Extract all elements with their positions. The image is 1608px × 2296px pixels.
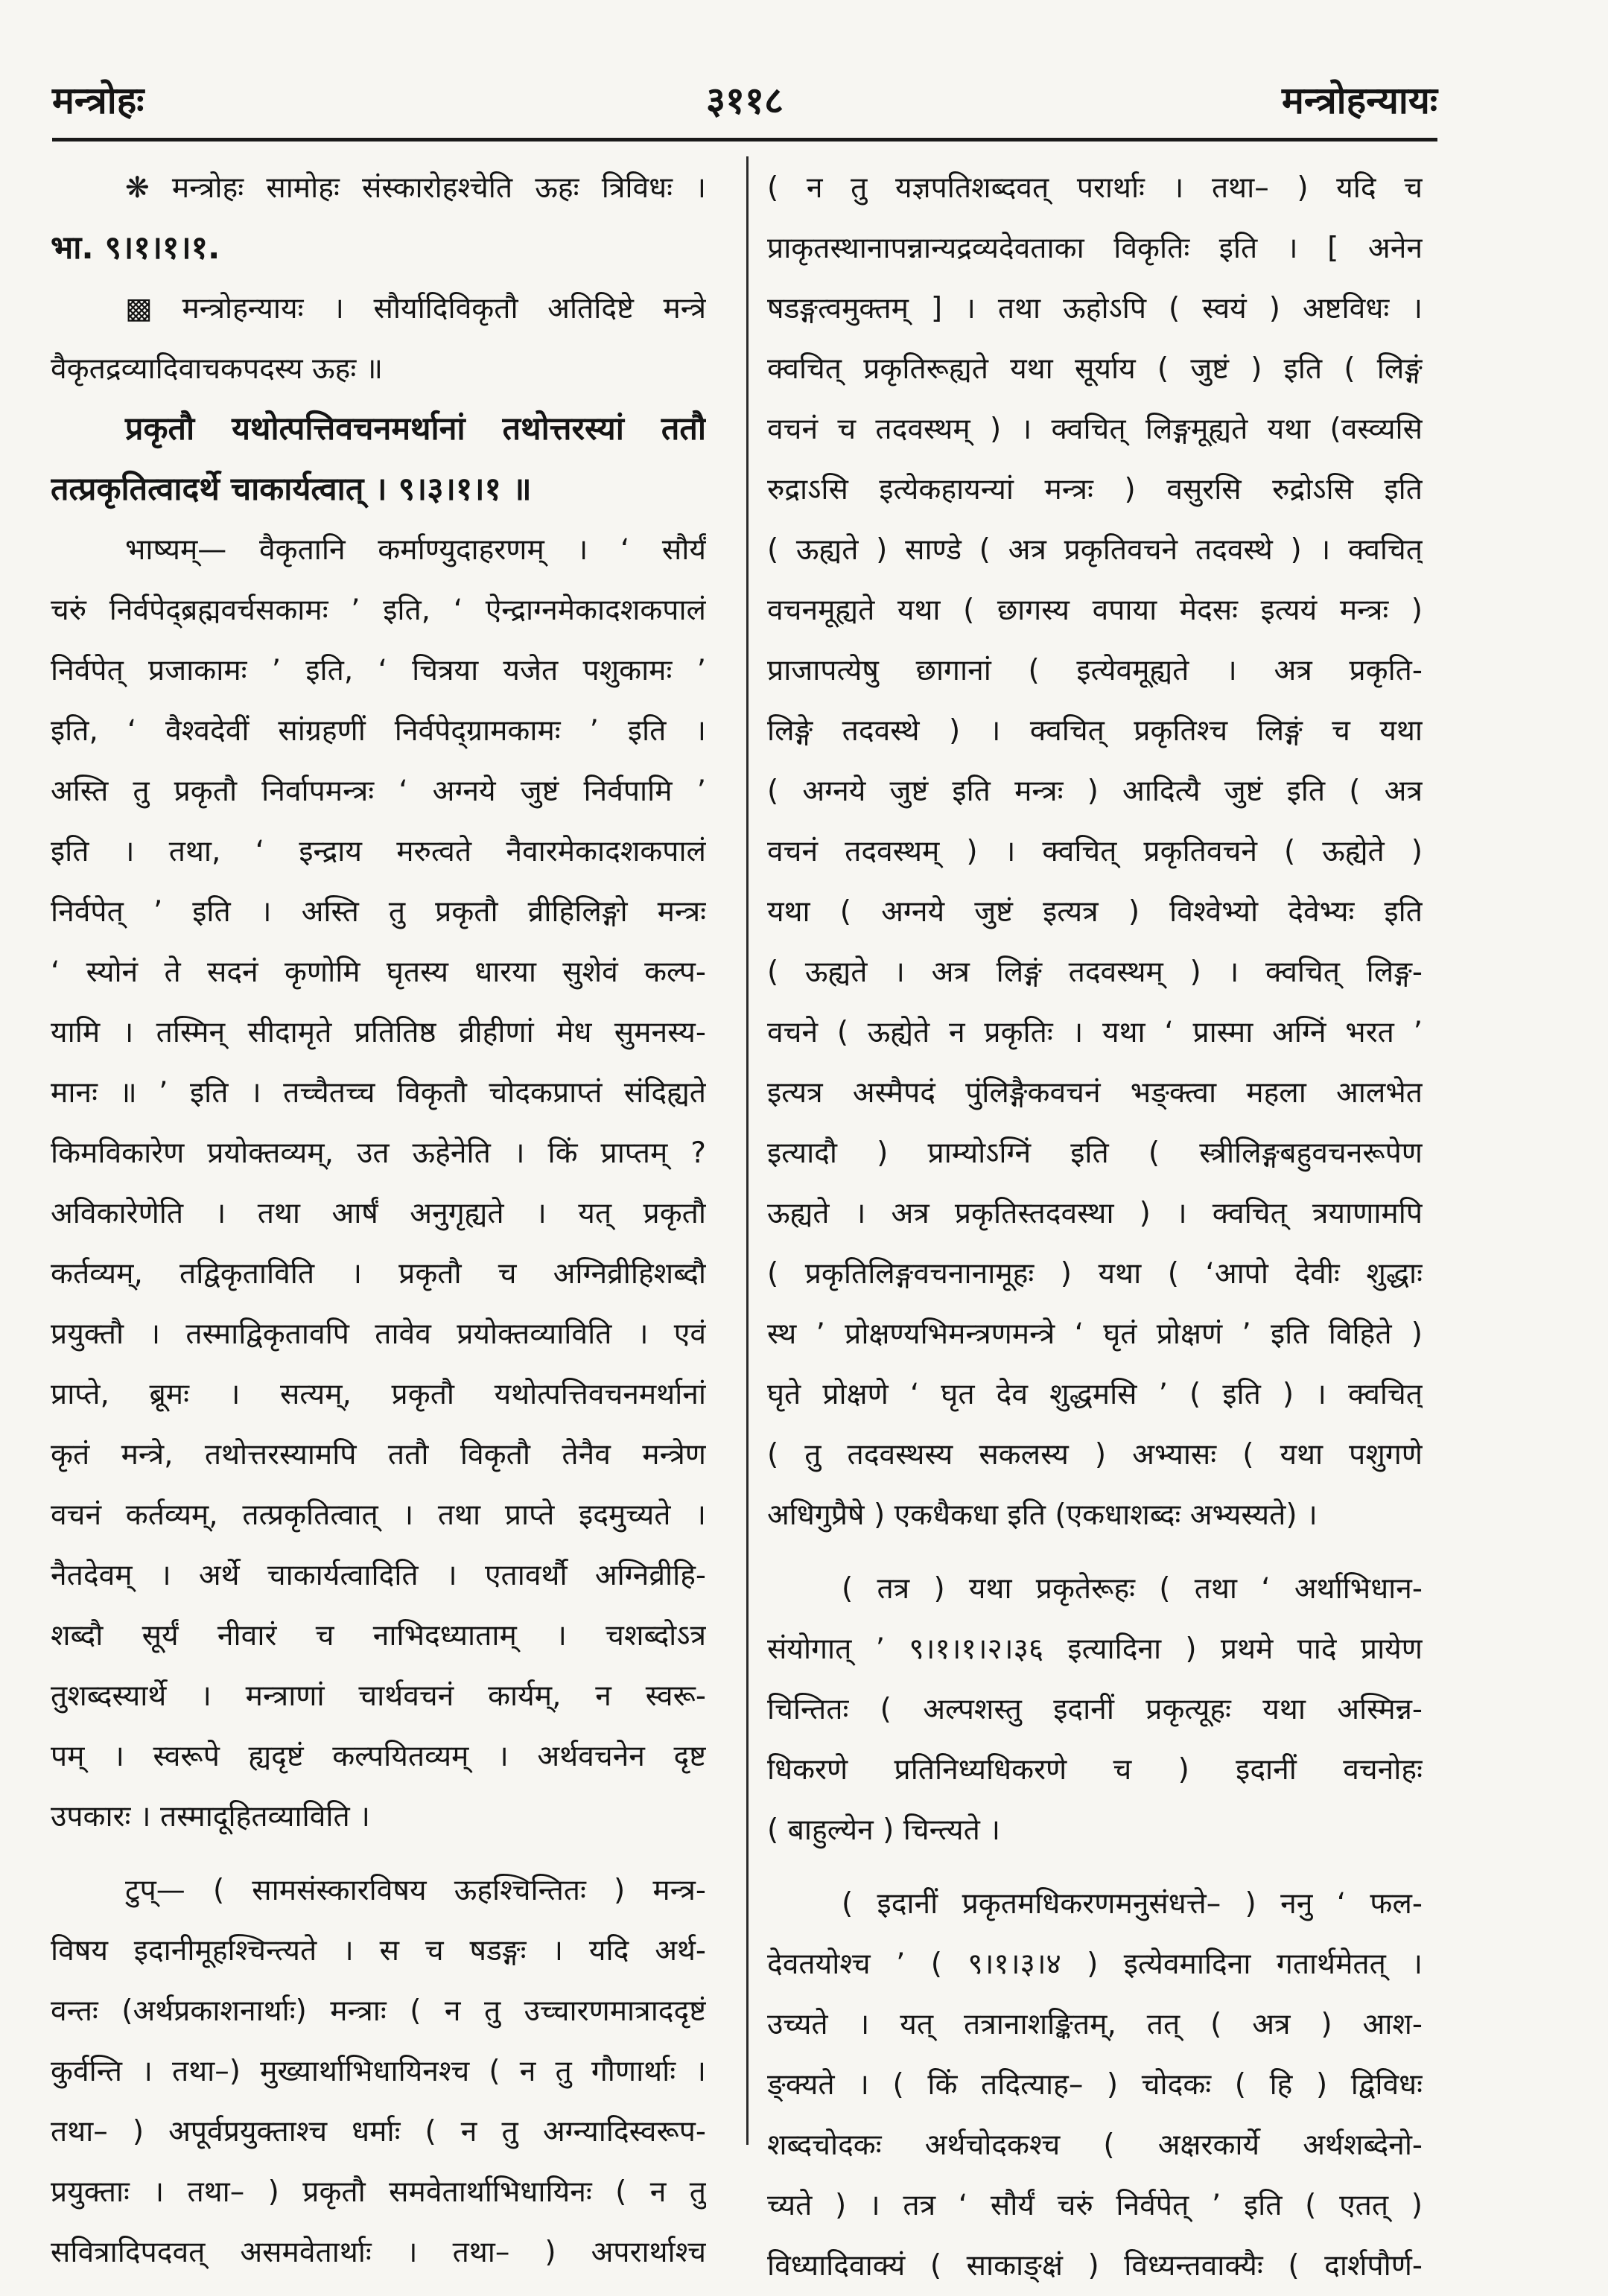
text-line: प्राप्ते, ब्रूमः । सत्यम्, प्रकृतौ यथोत्पत्तिवचनमर्थानां — [51, 1378, 706, 1411]
text-line: विषय इदानीमूहश्चिन्त्यते । स च षडङ्गः । यदि अर्थ- — [51, 1934, 706, 1968]
text-line: प्रयुक्तौ । तस्माद्विकृतावपि तावेव प्रयोक्तव्याविति । एवं — [51, 1317, 706, 1351]
text-line: ( प्रकृतिलिङ्गवचनानामूहः ) यथा ( ‘आपो देवीः शुद्धाः — [767, 1257, 1423, 1291]
text-line: उपकारः । तस्मादूहितव्याविति । — [51, 1800, 370, 1834]
text-line: मानः ॥ ’ इति । तच्चैतच्च विकृतौ चोदकप्राप्तं संदिह्यते — [51, 1076, 706, 1110]
text-line: संयोगात् ’ ९।१।१।२।३६ इत्यादिना ) प्रथमे पादे प्रायेण — [767, 1632, 1423, 1666]
text-line: यथा ( अग्नये जुष्टं इत्यत्र ) विश्वेभ्यो देवेभ्यः इति — [767, 895, 1423, 929]
text-line: ▩ मन्त्रोहन्यायः । सौर्यादिविकृतौ अतिदिष्टे मन्त्रे — [125, 292, 706, 325]
text-line: पम् । स्वरूपे ह्यदृष्टं कल्पयितव्यम् । अर्थवचनेन दृष्ट — [51, 1740, 706, 1773]
text-line: इति । तथा, ‘ इन्द्राय मरुत्वते नैवारमेकादशकपालं — [51, 835, 706, 868]
text-line: उच्यते । यत् तत्रानाशङ्कितम्, तत् ( अत्र ) आश- — [767, 2008, 1423, 2041]
text-line: शब्दौ सूर्यं नीवारं च नाभिदध्याताम् । चशब्दोऽत्र — [51, 1619, 706, 1653]
right-column — [767, 158, 1423, 2296]
text-line: ( तत्र ) यथा प्रकृतेरूहः ( तथा ‘ अर्थाभिधान- — [842, 1572, 1423, 1606]
text-line: यामि । तस्मिन् सीदामृते प्रतितिष्ठ व्रीहीणां मेध सुमनस्य- — [51, 1016, 706, 1049]
text-line: वचनं च तदवस्थम् ) । क्वचित् लिङ्गमूह्यते यथा (वस्व्यसि — [767, 413, 1423, 446]
text-line: घृते प्रोक्षणे ‘ घृत देव शुद्धमसि ’ ( इति ) । क्वचित् — [767, 1378, 1423, 1411]
text-line: ऊह्यते । अत्र प्रकृतिस्तदवस्था ) । क्वचित् त्रयाणामपि — [767, 1197, 1423, 1230]
text-line: ( इदानीं प्रकृतमधिकरणमनुसंधत्ते– ) ननु ‘ फल- — [842, 1887, 1423, 1921]
text-line: ( अग्नये जुष्टं इति मन्त्रः ) आदित्यै जुष्टं इति ( अत्र — [767, 775, 1423, 808]
text-line: प्रयुक्ताः । तथा– ) प्रकृतौ समवेतार्थाभिधायिनः ( न तु — [51, 2175, 706, 2209]
text-line: वन्तः (अर्थप्रकाशनार्थाः) मन्त्राः ( न तु उच्चारणमात्राददृष्टं — [51, 1994, 706, 2028]
text-line: ❋ मन्त्रोहः सामोहः संस्कारोहश्चेति ऊहः त्रिविधः । — [125, 171, 706, 205]
text-line: क्वचित् प्रकृतिरूह्यते यथा सूर्याय ( जुष्टं ) इति ( लिङ्गं — [767, 352, 1423, 386]
text-line: चरुं निर्वपेद्ब्रह्मवर्चसकामः ’ इति, ‘ ऐन्द्राग्नमेकादशकपालं — [51, 594, 706, 627]
text-line: वचनं कर्तव्यम्, तत्प्रकृतित्वात् । तथा प्राप्ते इदमुच्यते । — [51, 1498, 706, 1532]
text-line: देवतयोश्च ’ ( ९।१।३।४ ) इत्येवमादिना गतार्थमेतत् । — [767, 1947, 1423, 1981]
column-divider — [746, 156, 749, 2145]
text-line: निर्वपेत् प्रजाकामः ’ इति, ‘ चित्रया यजेत पशुकामः ’ — [51, 654, 706, 687]
text-line: वचनमूह्यते यथा ( छागस्य वपाया मेदसः इत्ययं मन्त्रः ) — [767, 594, 1423, 627]
text-line: षडङ्गत्वमुक्तम् ] । तथा ऊहोऽपि ( स्वयं ) अष्टविधः । — [767, 292, 1423, 325]
text-line: इत्यत्र अस्मैपदं पुंलिङ्गैकवचनं भङ्क्त्वा महला आलभेत — [767, 1076, 1423, 1110]
text-line: कुर्वन्ति । तथा–) मुख्यार्थाभिधायिनश्च ( न तु गौणार्थाः । — [51, 2055, 706, 2088]
page-number: ३११८ — [706, 79, 784, 122]
text-line: रुद्राऽसि इत्येकहायन्यां मन्त्रः ) वसुरसि रुद्रोऽसि इति — [767, 473, 1423, 506]
text-line: चिन्तितः ( अल्पशस्तु इदानीं प्रकृत्यूहः यथा अस्मिन्न- — [767, 1693, 1423, 1726]
text-line: वैकृतद्रव्यादिवाचकपदस्य ऊहः ॥ — [51, 352, 383, 386]
text-line: च्यते ) । तत्र ‘ सौर्यं चरुं निर्वपेत् ’ इति ( एतत् ) — [767, 2189, 1423, 2222]
text-line: तत्प्रकृतित्वादर्थे चाकार्यत्वात् । ९।३।१।१ ॥ — [51, 471, 532, 508]
running-head-right: मन्त्रोहन्यायः — [1281, 79, 1437, 122]
text-line: ‘ स्योनं ते सदनं कृणोमि घृतस्य धारया सुशेवं कल्प- — [51, 955, 706, 989]
text-line: नैतदेवम् । अर्थे चाकार्यत्वादिति । एतावर्थौ अग्निव्रीहि- — [51, 1559, 706, 1592]
text-line: अस्ति तु प्रकृतौ निर्वापमन्त्रः ‘ अग्नये जुष्टं निर्वपामि ’ — [51, 775, 706, 808]
text-line: लिङ्गे तदवस्थे ) । क्वचित् प्रकृतिश्च लिङ्गं च यथा — [767, 714, 1423, 748]
text-line: कर्तव्यम्, तद्विकृताविति । प्रकृतौ च अग्निव्रीहिशब्दौ — [51, 1257, 706, 1291]
text-line: सवित्रादिपदवत् असमवेतार्थाः । तथा– ) अपरार्थाश्च — [51, 2236, 706, 2269]
text-line: ( ऊह्यते ) साण्डे ( अत्र प्रकृतिवचने तदवस्थे ) । क्वचित् — [767, 533, 1423, 567]
text-line: प्राजापत्येषु छागानां ( इत्येवमूह्यते । अत्र प्रकृति- — [767, 654, 1423, 687]
text-line: ङ्क्यते । ( किं तदित्याह– ) चोदकः ( हि ) द्विविधः — [767, 2068, 1423, 2102]
text-line: कृतं मन्त्रे, तथोत्तरस्यामपि ततौ विकृतौ तेनैव मन्त्रेण — [51, 1438, 706, 1472]
text-line: ( ऊह्यते । अत्र लिङ्गं तदवस्थम् ) । क्वचित् लिङ्ग- — [767, 955, 1423, 989]
text-line: इति, ‘ वैश्वदेवीं सांग्रहणीं निर्वपेद्ग्रामकामः ’ इति । — [51, 714, 706, 748]
text-line: तुशब्दस्यार्थे । मन्त्राणां चार्थवचनं कार्यम्, न स्वरू- — [51, 1679, 706, 1713]
text-line: ( बाहुल्येन ) चिन्त्यते । — [767, 1813, 1001, 1847]
text-line: ( न तु यज्ञपतिशब्दवत् परार्थाः । तथा– ) यदि च — [767, 171, 1423, 205]
text-line: अधिगुप्रैषे ) एकधैकधा इति (एकधाशब्दः अभ्यस्यते) । — [767, 1498, 1318, 1532]
text-line: प्राकृतस्थानापन्नान्यद्रव्यदेवताका विकृतिः इति । [ अनेन — [767, 232, 1423, 265]
text-line: विध्यादिवाक्यं ( साकाङ्क्षं ) विध्यन्तवाक्यैः ( दार्शपौर्ण- — [767, 2249, 1423, 2283]
text-line: स्थ ’ प्रोक्षण्यभिमन्त्रणमन्त्रे ‘ घृतं प्रोक्षणं ’ इति विहिते ) — [767, 1317, 1423, 1351]
left-column — [51, 158, 706, 2283]
text-line: भाष्यम्— वैकृतानि कर्माण्युदाहरणम् । ‘ सौर्यं — [125, 533, 706, 567]
page-header — [52, 67, 1437, 134]
running-head-left: मन्त्रोहः — [52, 79, 144, 122]
text-line: वचने ( ऊह्येते न प्रकृतिः । यथा ‘ प्रास्मा अग्निं भरत ’ — [767, 1016, 1423, 1049]
text-line: शब्दचोदकः अर्थचोदकश्च ( अक्षरकार्ये अर्थशब्देनो- — [767, 2128, 1423, 2162]
text-line: वचनं तदवस्थम् ) । क्वचित् प्रकृतिवचने ( ऊह्येते ) — [767, 835, 1423, 868]
text-line: धिकरणे प्रतिनिध्यधिकरणे च ) इदानीं वचनोहः — [767, 1753, 1423, 1787]
text-line: इत्यादौ ) प्राम्योऽग्निं इति ( स्त्रीलिङ्गबहुवचनरूपेण — [767, 1136, 1423, 1170]
text-line: तथा– ) अपूर्वप्रयुक्ताश्च धर्माः ( न तु अग्न्यादिस्वरूप- — [51, 2115, 706, 2149]
text-line: अविकारेणेति । तथा आर्षं अनुगृह्यते । यत् प्रकृतौ — [51, 1197, 706, 1230]
text-line: निर्वपेत् ’ इति । अस्ति तु प्रकृतौ व्रीहिलिङ्गो मन्त्रः — [51, 895, 706, 929]
header-rule — [52, 138, 1437, 141]
text-line: ( तु तदवस्थस्य सकलस्य ) अभ्यासः ( यथा पशुगणे — [767, 1438, 1423, 1472]
text-line: किमविकारेण प्रयोक्तव्यम्, उत ऊहेनेति । किं प्राप्तम् ? — [51, 1136, 706, 1170]
text-line: प्रकृतौ यथोत्पत्तिवचनमर्थानां तथोत्तरस्यां ततौ — [125, 410, 706, 448]
text-line: भा. ९।१।१।१. — [51, 229, 220, 267]
text-line: टुप्— ( सामसंस्कारविषय ऊहश्चिन्तितः ) मन्त्र- — [125, 1874, 706, 1907]
